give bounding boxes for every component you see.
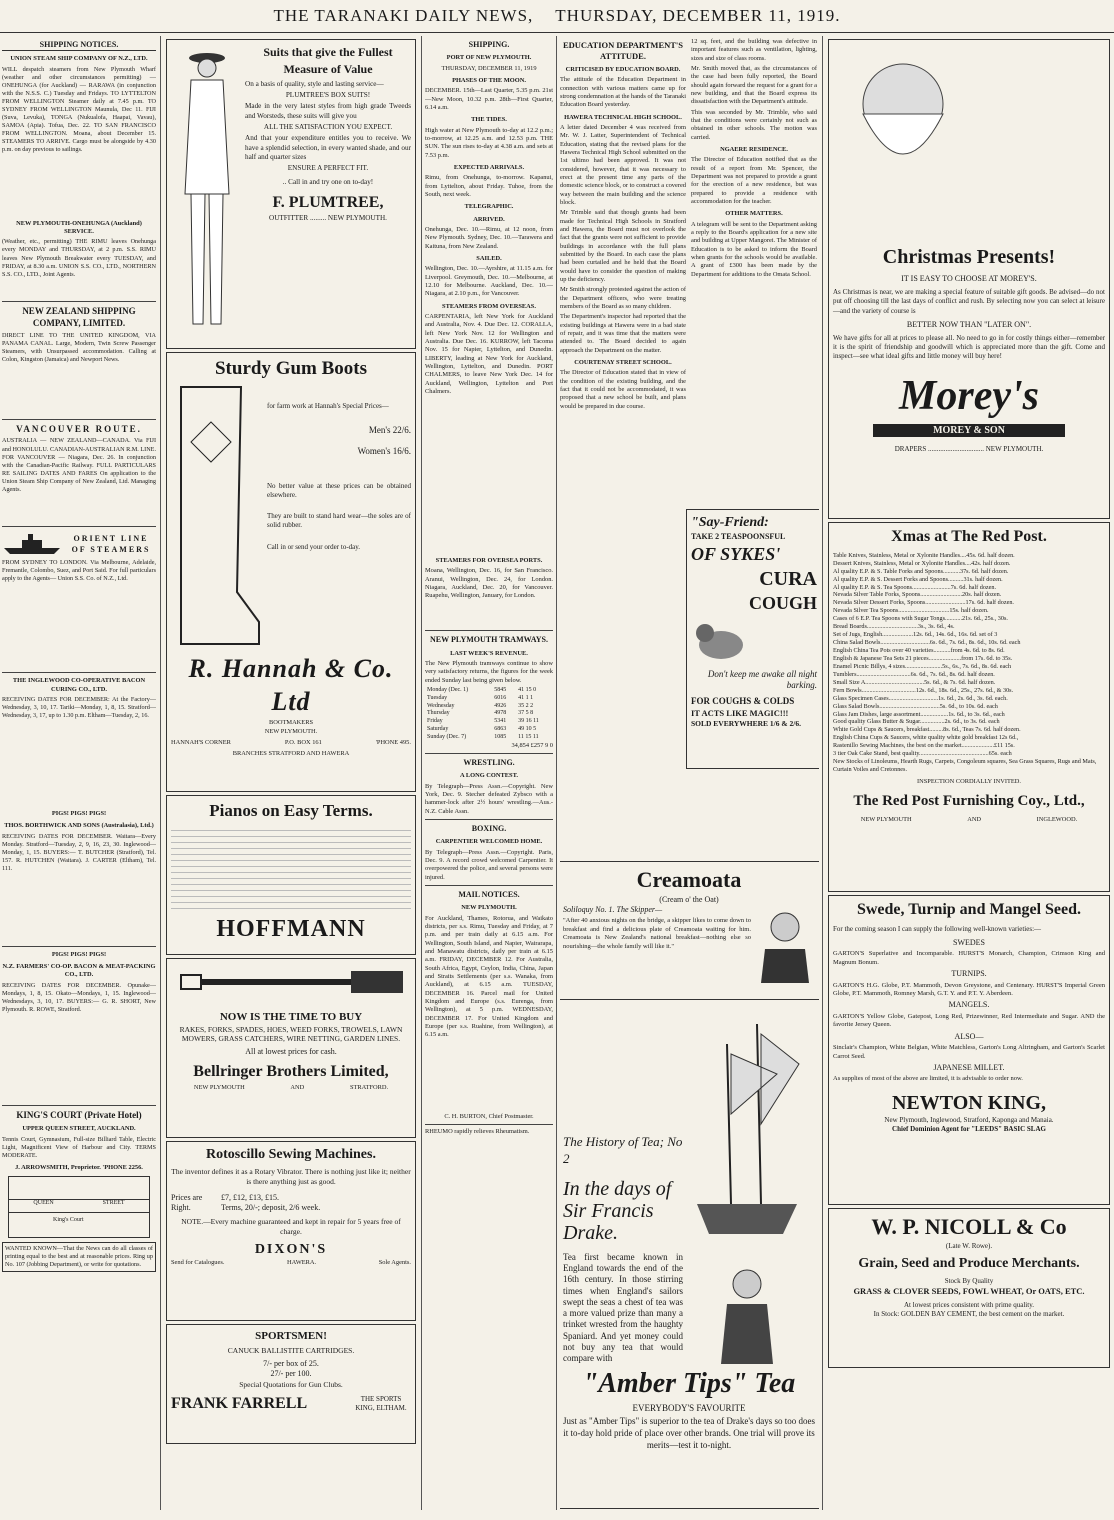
section-heading: SHIPPING. — [468, 40, 510, 49]
column-advertisements — [164, 36, 418, 1510]
article-text: Moana, Wellington, Dec. 16, for San Francisco. Aranui, Wellington, Dec. 24, for London. Niagara, Auckland, Dec. 20, for Vancouver. Ruapehu, Wellington, January, for London. — [425, 567, 553, 600]
section-heading: BOXING. — [471, 823, 507, 833]
newspaper-title: THE TARANAKI DAILY NEWS, — [273, 6, 534, 25]
ad-text: CANUCK BALLISTITE CARTRIDGES. — [227, 1346, 355, 1356]
ad-text: NOTE.—Every machine guaranteed and kept in repair for 5 years free of charge. — [181, 1217, 401, 1237]
ad-headline: In the days of Sir Francis Drake. — [563, 1177, 672, 1244]
column-shipping-news — [425, 36, 553, 1510]
ad-text: GARTON'S H.G. Globe, P.T. Mammoth, Devon Greystone, and Centenary. HURST'S Imperial Green Globe, P.T. Mammoth, Romney Marsh, G.T. Y. and P.T. Y. Aberdeen. — [833, 981, 1105, 997]
article-text: Rimu, from Onehunga, to-morrow. Kapanui, from Lyttelton, about Friday. Tuhoe, from the South, next week. — [425, 174, 553, 198]
ad-brand: OF SYKES' — [691, 543, 781, 564]
ad-headline: Christmas Presents! — [882, 246, 1056, 268]
table-row: Wednesday 4926 35 2 2 — [427, 702, 534, 709]
ad-headline: Sturdy Gum Boots — [214, 358, 368, 379]
ad-highlight: ALL THE SATISFACTION YOU EXPECT. — [263, 123, 393, 132]
ad-text: DIRECT LINE TO THE UNITED KINGDOM, VIA PANAMA CANAL. Large, Modern, Twin Screw Passenger Steamers, with Unsurpassed accommodation. Calling at Colon, Kingston (Jamaica) and Newport News. — [2, 331, 156, 363]
ad-text: BRANCHES STRATFORD AND HAWERA — [232, 750, 350, 758]
ad-text: We have gifts for all at prices to please all. No need to go in for costly things either—remember it is the spirit of friendship and goodwill which is appreciated more than the gift. Come and inspect—see what ideal gifts and little money will buy here! — [833, 334, 1105, 361]
article-text: By Telegraph—Press Assn.—Copyright. New York, Dec. 9. Stecher defeated Zybsco with a hammer-lock after 2½ hours' wrestling.—Aus.-N.Z. Cable Assn. — [425, 782, 553, 815]
moreys-logo: Morey's — [899, 373, 1039, 420]
table-row: Saturday 6863 49 10 5 — [427, 725, 537, 732]
ad-text: THE SPORTS KING, ELTHAM. — [355, 1394, 407, 1412]
ad-location: HAWERA. — [286, 1259, 317, 1267]
article-text: By Telegraph—Press Assn.—Copyright. Paris, Dec. 9. A record crowd welcomed Carpentier. It overpowered the police, and several persons were injured. — [425, 848, 553, 881]
dixons-sewing-ad — [166, 1141, 416, 1321]
drake-ship-illustration — [687, 1004, 807, 1364]
ad-terms: Terms, 20/-; deposit, 2/6 week. — [221, 1203, 321, 1213]
article-text: Onehunga, Dec. 10.—Rimu, at 12 noon, from New Plymouth. Sydney, Dec. 10.—Tarawera and Kaituna, from New Zealand. — [425, 225, 553, 250]
article-text: Mr. Smith moved that, as the circumstances of the case had been fully reported, the Board should again forward the request for a grant for a new building, and that the Board express its dissatisfaction with the Department's attitude. — [691, 64, 817, 106]
column-rule — [421, 36, 422, 1510]
price-list — [833, 552, 1105, 774]
list-item: English China Tea Pots over 40 varieties...........from 4s. 6d. to 8s. 6d. — [833, 647, 1005, 655]
list-item: Tumblers...................................6s. 6d., 7s. 6d., 8s. 6d. half dozen. — [833, 670, 995, 678]
article-text: A telegram will be sent to the Department asking a reply to the Board's application for a new site and building at Upper Mangorei. The Minister of Education is to be asked to inform the Board when grants for the schools would be available. A grant of £300 has been made by the Department for additions to the Omata School. — [691, 220, 817, 278]
ad-text: For the coming season I can supply the following well-known varieties:— — [833, 924, 1042, 933]
map-label: King's Court — [53, 1217, 84, 1224]
ad-text: In Stock: GOLDEN BAY CEMENT, the best cement on the market. — [873, 1310, 1065, 1319]
article-text: This was seconded by Mr. Trimble, who said that the conditions were certainly not such as obtained in other schools. The motion was carried. — [691, 108, 817, 141]
ad-text: P.O. BOX 161 — [284, 738, 322, 746]
ad-text: (Late W. Rowe). — [945, 1241, 993, 1250]
ad-headline: Xmas at The Red Post. — [891, 528, 1047, 545]
ad-text: As Christmas is near, we are making a special feature of suitable gift goods. Be advised—do not put off choosing till the last days of conflict and rush. By selecting now you can select at leisure—and the variety of course is — [833, 288, 1105, 315]
ad-title: NEW ZEALAND SHIPPING COMPANY, LIMITED. — [22, 306, 136, 329]
steamer-icon — [2, 532, 62, 556]
ad-text: Stock By Quality — [944, 1276, 994, 1285]
pigs-heading: PIGS! PIGS! PIGS! — [51, 809, 107, 817]
price-mens: Men's 22/6. — [368, 424, 411, 435]
seed-heading: TURNIPS. — [951, 969, 987, 979]
ad-text: Just as "Amber Tips" is superior to the tea of Drake's days so too does it to-day hold pride of place over other brands. One trial will prove its merits—test it to-night. — [563, 1416, 815, 1450]
list-item: English & Japanese Tea Sets 21 pieces.....................from 17s. 6d. to 35s. — [833, 654, 1013, 662]
article-text: The attitude of the Education Department in connection with various matters came up for strong condemnation at the hands of the Taranaki Education Board yesterday. — [560, 76, 686, 109]
subheading: STEAMERS FOR OVERSEA PORTS. — [435, 556, 543, 564]
newton-king-ad — [828, 895, 1110, 1205]
ad-text: Sole Agents. — [378, 1259, 411, 1267]
rheumo-ad: RHEUMO rapidly relieves Rheumatism. — [425, 1127, 530, 1135]
ad-signature: J. ARROWSMITH, Proprietor. 'PHONE 2256. — [15, 1163, 143, 1171]
ad-headline: Grain, Seed and Produce Merchants. — [858, 1255, 1080, 1271]
table-row: Monday (Dec. 1) 5845 41 15 0 — [427, 686, 537, 693]
ad-text: SOLD EVERYWHERE 1/6 & 2/6. — [691, 718, 801, 728]
subheading: COURTENAY STREET SCHOOL. — [574, 358, 672, 366]
ad-location: OUTFITTER ......... NEW PLYMOUTH. — [269, 213, 387, 222]
ad-text: 7/- per box of 25. — [263, 1359, 319, 1369]
ad-title: NEW PLYMOUTH-ONEHUNGA (Auckland) SERVICE. — [16, 219, 142, 236]
ad-location: NEW PLYMOUTH — [860, 815, 912, 823]
gumboot-illustration — [171, 382, 261, 652]
ad-brand: The Red Post Furnishing Coy., Ltd., — [853, 793, 1085, 810]
price-table — [171, 825, 411, 911]
list-item: 3 tier Oak Cake Stand, best quality.............................................65s. each — [833, 750, 1012, 758]
amber-tips-tea-ad — [560, 999, 819, 1509]
section-heading: WRESTLING. — [463, 757, 515, 767]
table-row: Sunday (Dec. 7) 1085 11 15 11 — [427, 733, 539, 740]
ad-brand: "Amber Tips" Tea — [582, 1368, 796, 1400]
ad-location: New Plymouth, Inglewood, Stratford, Kaponga and Manaia. — [884, 1115, 1054, 1124]
list-item: China Salad Bowls................................6s. 6d., 7s. 6d., 8s. 6d., 10s. 6d. each — [833, 639, 1021, 647]
column-education-news — [560, 36, 819, 1510]
dog-illustration — [691, 615, 751, 665]
article-text: CARPENTARIA, left New York for Auckland and Australia, Nov. 4. Due Dec. 12. CORALLA, left New York Nov. 12 for Wellington and Australia. Due Dec. 16. KURROW, left Tacoma Nov. 15 for Napier, Lyttelton, and Dunedin. LIBERTY, leading at New York for Auckland, Wellington, Lyttelton, and Dunedin. PORT CHALMERS, to leave New York Dec. 14 for Auckland, Wellington, Lyttelton and Port Chalmers. — [425, 312, 553, 395]
article-text: Wellington, Dec. 10.—Ayrshire, at 11.15 a.m. for Liverpool. Greymouth, Dec. 10.—Melbourne, at 12.10 for Melbourne. Auckland, Dec. 10.—Niagara, at 2.10 p.m., for Vancouver. — [425, 265, 553, 298]
ad-text: IT ACTS LIKE MAGIC!!! — [691, 707, 789, 718]
ad-title: UNION STEAM SHIP COMPANY OF N.Z., LTD. — [10, 55, 148, 63]
ad-prices: £7, £12, £13, £15. — [221, 1192, 279, 1202]
list-item: Nevada Silver Tea Spoons.................................15s. half dozen. — [833, 607, 989, 615]
bellringer-ad — [166, 958, 416, 1138]
list-item: Rastenillo Sewing Machines, the best on the market.....................£11 15s. — [833, 742, 1015, 750]
signature: C. H. BURTON, Chief Postmaster. — [444, 1112, 534, 1120]
ad-text: BETTER NOW THAN "LATER ON". — [906, 319, 1032, 329]
ad-text: IT IS EASY TO CHOOSE AT MOREY'S. — [901, 274, 1037, 283]
article-text: DECEMBER. 15th—Last Quarter, 5.35 p.m. 21st—New Moon, 10.32 p.m. 28th—First Quarter, 6.14 a.m. — [425, 87, 553, 112]
section-heading: MAIL NOTICES. — [458, 889, 520, 899]
hannah-gumboots-ad — [166, 352, 416, 792]
ad-text: All at lowest prices for cash. — [245, 1047, 337, 1057]
article-text: High water at New Plymouth to-day at 12.2 p.m.; to-morrow, at 12.25 a.m. and 12.53 p.m. THE SUN. The sun rises to-day at 4.38 a.m. and sets at 7.53 p.m. — [425, 126, 553, 159]
table-row: Friday 5341 39 16 11 — [427, 718, 539, 725]
subheading: A LONG CONTEST. — [460, 772, 518, 780]
ad-headline: Rotoscillo Sewing Machines. — [206, 1147, 376, 1162]
sykes-cura-cough-ad — [686, 509, 819, 769]
article-text: The Director of Education stated that in view of the condition of the existing building, and the fact that it could not be accommodated, it was proposed that a new school be built, and plans would be prepared in due course. — [560, 369, 686, 410]
ad-text: They are built to stand hard wear—the soles are of solid rubber. — [267, 512, 411, 530]
ad-brand: HOFFMANN — [216, 916, 366, 943]
ad-text: Prices are Right. — [171, 1192, 203, 1213]
table-total: 34,854 £257 9 0 — [511, 741, 553, 749]
list-item: Dessert Knives, Stainless, Metal or Xylonite Handles....42s. half dozen. — [833, 559, 1011, 567]
farrell-sports-ad — [166, 1324, 416, 1444]
article-headline: EDUCATION DEPARTMENT'S ATTITUDE. — [562, 40, 684, 62]
ad-location: NEW PLYMOUTH. — [264, 727, 318, 735]
ad-text: for farm work at Hannah's Special Prices— — [267, 401, 389, 410]
table-row: Tuesday 6016 41 1 1 — [427, 694, 534, 701]
moreys-ad — [828, 39, 1110, 519]
tram-revenue-table — [425, 687, 553, 742]
ad-text: The inventor defines it as a Rotary Vibrator. There is nothing just like it; neither is there anything just as good. — [171, 1167, 411, 1186]
ad-text: FOR COUGHS & COLDS — [691, 696, 795, 707]
list-item: Cases of 6 E.P. Tea Spoons with Sugar Tongs...........21s. 6d., 25s., 30s. — [833, 615, 1008, 623]
ad-headline: NOW IS THE TIME TO BUY — [219, 1011, 363, 1024]
ad-brand: W. P. NICOLL & Co — [871, 1214, 1067, 1239]
article-text: A letter dated December 4 was received from Mr. W. J. Latter, Superintendent of Technical Education, stating that the revised plans for the Hawera Technical High School submitted on the 1st ultimo had been approved. It was not considered, however, that it was necessary to erect at the present time any parts of the domestic science block, or to construct a covered way between the main building and the science block. — [560, 124, 686, 207]
list-item: Good quality Glass Butter & Sugar................2s. 6d., to 3s. 6d. each — [833, 718, 1000, 726]
subheading: PHASES OF THE MOON. — [452, 77, 526, 85]
seed-heading: ALSO— — [954, 1031, 984, 1041]
list-item: Small Size A......................................5s. 6d., & 7s. 6d. half dozen. — [833, 678, 996, 686]
ad-text: TAKE 2 TEASPOONSFUL — [691, 532, 786, 542]
santa-illustration — [843, 44, 963, 194]
ad-text: Call in or send your order to-day. — [267, 542, 361, 551]
ad-text: RAKES, FORKS, SPADES, HOES, WEED FORKS, TROWELS, LAWN MOWERS, GRASS CATCHERS, WIRE NETTING, GARDEN LINES. — [179, 1024, 403, 1044]
subheading: STEAMERS FROM OVERSEAS. — [442, 302, 536, 310]
ad-highlight: ENSURE A PERFECT FIT. — [287, 164, 369, 173]
ad-speech: Don't keep me awake all night barking. — [707, 668, 817, 691]
ad-headline: Suits that give the Fullest Measure of Value — [263, 45, 393, 76]
ad-title: THE INGLEWOOD CO-OPERATIVE BACON CURING CO., LTD. — [12, 677, 146, 693]
subheading: TELEGRAPHIC. — [464, 203, 514, 211]
price-womens: Women's 16/6. — [357, 446, 411, 457]
ad-text: Sinclair's Champion, White Belgian, White Matchless, Garton's Long Altringham, and Garton's Scarlet Carrot Seed. — [833, 1044, 1105, 1060]
list-item: New Stocks of Linoleums, Hearth Rugs, Carpets, Congoleum squares, Sea Grass Squares, Rugs and Mats, Curtain Voiles and Cretonnes. — [833, 758, 1097, 774]
list-item: Glass Jam Dishes, large assortment..................1s. 6d., to 3s. 6d., each — [833, 710, 1005, 718]
list-item: Set of Jugs, English....................12s. 6d., 14s. 6d., 16s. 6d. set of 3 — [833, 631, 998, 639]
red-post-ad — [828, 522, 1110, 892]
subheading: NGAERE RESIDENCE. — [720, 145, 788, 153]
section-heading: SHIPPING NOTICES. — [2, 40, 156, 51]
creamoata-ad — [560, 861, 819, 1001]
ad-text: RECEIVING DATES FOR DECEMBER. Waitara—Every Monday. Stratford—Tuesday, 2, 9, 16, 23, 30. Inglewood—Monday, 1, 15. BUYERS:— T. BUTCHER (Stratford), Tel. 157. R. HUTCHEN (Waitara). J. CARTER (Eltham), Tel. 111. — [2, 832, 156, 872]
ad-text: FROM SYDNEY TO LONDON. Via Melbourne, Adelaide, Fremantle, Colombo, Suez, and Port Said. For full particulars apply to the Agents— Union S.S. Co. of N.Z., Ltd. — [2, 559, 156, 583]
ad-text: GRASS & CLOVER SEEDS, FOWL WHEAT, Or OATS, ETC. — [853, 1285, 1085, 1296]
subheading: PORT OF NEW PLYMOUTH. — [446, 54, 532, 62]
ad-brand: CURA — [759, 567, 817, 590]
subheading: HAWERA TECHNICAL HIGH SCHOOL. — [564, 113, 682, 121]
issue-date: THURSDAY, DECEMBER 11, 1919. — [555, 6, 841, 25]
list-item: Glass Specimen Cases................................1s. 6d., 2s. 6d., 3s. 6d. each. — [833, 694, 1008, 702]
pigs-heading: PIGS! PIGS! PIGS! — [51, 950, 107, 958]
article-text: 12 sq. feet, and the building was defective in important features such as ventilation, lighting, sizes and size of class rooms. — [691, 38, 817, 62]
ad-brand: FRANK FARRELL — [171, 1394, 308, 1412]
article-text: For Auckland, Thames, Rotorua, and Waikato districts, per s.s. Rimu, Tuesday and Friday, at 7 p.m. and per train daily at 6.15 a.m. For Wellington, South Island, and Napier, Wairarapa, and Manawatu districts, daily per train at 6.15 a.m. FRIDAY, DECEMBER 12. For Australia, South Africa, Egypt, Ceylon, India, China, Japan and Straits Settlements (per s.s. Wanaka, from Auckland), at 6.15 a.m. TUESDAY, DECEMBER 16. Parcel mail for United Kingdom and Europe (s.s. Eurenga, from Wellington), at 5 p.m. WEDNESDAY, DECEMBER 17. For United Kingdom and Europe (per s.s. Ruahine, from Wellington), at 6.15 a.m. — [425, 914, 553, 1039]
ad-text: Chief Dominion Agent for "LEEDS" BASIC SLAG — [892, 1124, 1046, 1133]
column-rule — [160, 36, 161, 1510]
subheading: CRITICISED BY EDUCATION BOARD. — [565, 66, 681, 74]
ad-subtitle: UPPER QUEEN STREET, AUCKLAND. — [22, 1125, 136, 1133]
list-item: Al quality E.P. & S. Dessert Forks and Spoons..........31s. half dozen. — [833, 575, 1003, 583]
ad-brand: COUGH — [748, 592, 817, 613]
ad-text: The History of Tea; No 2 — [563, 1134, 683, 1166]
masthead — [0, 0, 1114, 33]
ad-location: NEW PLYMOUTH — [193, 1084, 245, 1092]
nicoll-ad — [828, 1208, 1110, 1368]
ad-brand: F. PLUMTREE, — [272, 194, 384, 212]
street-map — [8, 1176, 150, 1238]
seed-heading: MANGELS. — [948, 1000, 990, 1010]
subheading: NEW PLYMOUTH. — [461, 904, 517, 912]
list-item: Al quality E.P. & S. Table Forks and Spoons...........37s. 6d. half dozen. — [833, 567, 1009, 575]
ad-text: 'PHONE 495. — [375, 738, 411, 746]
article-text: The New Plymouth tramways continue to show very satisfactory returns, the figures for the week ended Sunday last being given below. — [425, 659, 553, 684]
ad-text: Soliloquy No. 1. The Skipper— — [563, 904, 663, 914]
column-rule — [556, 36, 557, 1510]
wanted-notice: WANTED KNOWN—That the News can do all classes of printing equal to the best and at reasonable prices. Ring up No. 107 (Jobbing Department), or write for quotations. — [2, 1242, 156, 1272]
subheading: LAST WEEK'S REVENUE. — [450, 649, 528, 657]
list-item: Bread Boards.................................3s., 3s. 6d., 4s. — [833, 623, 955, 631]
ad-text: No better value at these prices can be obtained elsewhere. — [267, 482, 411, 500]
ad-text: (Weather, etc., permitting) THE RIMU leaves Onehunga every MONDAY and THURSDAY, at 2 p.m. S.S. RIMU leaves New Plymouth Breakwater every TUESDAY, and FRIDAY, at 8.30 a.m. UNION S.S. CO., LTD., NORTHERN S.S. CO., LTD., Joint Agents. — [2, 238, 156, 278]
dateline: THURSDAY, DECEMBER 11, 1919 — [441, 64, 537, 72]
ad-text: Special Quotations for Gun Clubs. — [239, 1379, 343, 1389]
ad-text: HANNAH'S CORNER — [171, 738, 231, 746]
ad-highlight: PLUMTREE'S BOX SUITS! — [285, 90, 371, 99]
subheading: EXPECTED ARRIVALS. — [453, 164, 525, 171]
ad-text: On a basis of quality, style and lasting service— — [245, 79, 384, 88]
article-text: Mr Smith strongly protested against the action of the Department officers, who were treating members of the Board as so many children. — [560, 286, 686, 310]
ad-brand: NEWTON KING, — [891, 1091, 1047, 1114]
man-figure-illustration — [171, 44, 241, 334]
ad-brand: Creamoata — [636, 867, 742, 892]
ad-text: And that your expenditure entitles you to receive. We have a splendid selection, in every wanted shade, and our half and quarter sizes — [245, 134, 411, 162]
ad-brand: Bellringer Brothers Limited, — [193, 1062, 389, 1080]
ad-text: (Cream o' the Oat) — [659, 894, 719, 904]
ad-location: STRATFORD. — [349, 1084, 389, 1092]
column-shipping-notices — [2, 36, 156, 1510]
ad-text: As supplies of most of the above are limited, it is advisable to order now. — [833, 1075, 1023, 1083]
ad-text: INSPECTION CORDIALLY INVITED. — [916, 778, 1022, 786]
list-item: Al quality E.P. & S. Tea Spoons.........................7s. 6d. half dozen. — [833, 583, 997, 591]
article-text: Mr Trimble said that though grants had been made for Technical High Schools in Stratford and Hawera, the Board must not overlook the fact that the grants were not sufficient to provide buildings in accordance with the full plans submitted by the Board. In each case the plans had been curtailed and he held that the Board would have to consider the question of making up the deficiency. — [560, 209, 686, 283]
ad-text: .. Call in and try one on to-day! — [282, 177, 374, 186]
ad-text: AND — [290, 1084, 305, 1092]
subheading: THE TIDES. — [471, 116, 507, 124]
ad-text: BOOTMAKERS — [268, 719, 314, 727]
article-text: The Department's inspector had reported that the existing buildings at Hawera were in a bad state of repair, and it was time that the matters were attended to. The Board decided to again approach the Department on the matter. — [560, 313, 686, 354]
ad-text: "After 40 anxious nights on the bridge, a skipper likes to come down to breakfast and find a delicious plate of Creamoata waiting for him. Creamoata is New Zealand's national breakfast—nothing else so nourishing—the whole family will like it." — [563, 917, 751, 950]
list-item: Fern Bowls...................................12s. 6d., 18s. 6d., 25s., 27s. 6d., & 30s. — [833, 686, 1014, 694]
ad-text: WILL despatch steamers from New Plymouth Wharf (weather and other circumstances permitting) — ONEHUNGA (for Auckland) — RARAWA (in conjunction with the N.S.S. C.) Tuesday and Fridays. TO LYTTELTON FROM WELLINGTON Steamer daily at 7.45 p.m. TO SYDNEY FROM WELLINGTON Maunula, Dec 11. FIJI (Suva, Levuka), TONGA (Nukualofa, Haapai, Vavau), SAMOA (Apia). Tofua, Dec. 22. TO SAN FRANCISCO FROM WELLINGTON. Moana, about December 15. STEAMERS TO ARRIVE. Cargo must be alongside by 4.30 p.m. on day previous to sailings. — [2, 65, 156, 154]
list-item: Table Knives, Stainless, Metal or Xylonite Handles....45s. 6d. half dozen. — [833, 551, 1015, 559]
column-advertisements-right — [826, 36, 1112, 1510]
seed-heading: SWEDES — [953, 937, 985, 947]
map-label: STREET — [102, 1200, 125, 1207]
spade-illustration — [171, 963, 411, 1007]
ad-headline: Swede, Turnip and Mangel Seed. — [856, 901, 1082, 918]
subheading: SAILED. — [476, 254, 502, 262]
plumtree-ad — [166, 39, 416, 349]
ad-title: ORIENT LINE OF STEAMERS — [71, 534, 151, 554]
table-row: Thursday 4978 37 5 8 — [427, 710, 534, 717]
ad-location: DRAPERS ................................ NEW PLYMOUTH. — [894, 444, 1044, 453]
subheading: ARRIVED. — [473, 215, 505, 223]
ad-text: AND — [967, 815, 982, 823]
article-text: The Director of Education notified that as the result of a report from Mr. Spencer, the Department was not prepared to provide a grant for the erection of a new residence, but was prepared to provide a residence with accommodation for the teacher. — [691, 156, 817, 205]
skipper-illustration — [755, 905, 815, 985]
ad-text: "Say-Friend: — [691, 515, 769, 530]
ad-text: AUSTRALIA — NEW ZEALAND—CANADA. Via FIJI and HONOLULU. CANADIAN-AUSTRALIAN R.M. LINE. FOR VANCOUVER — Niagara, Dec. 26. In conjunction with the Canadian-Pacific Railway. FULL PARTICULARS RE SAILING DATES AND FARES On application to the Union Steam Ship Company of New Zealand, Ltd. Managing Agents. — [2, 437, 156, 493]
ad-headline: Pianos on Easy Terms. — [209, 801, 373, 820]
list-item: Glass Salad Bowls.......................................5s. 6d., to 10s. 6d. each — [833, 702, 998, 710]
ad-text: Made in the very latest styles from high grade Tweeds and Worsteds, these suits will give you — [245, 102, 411, 120]
ad-text: Send for Catalogues. — [171, 1259, 225, 1267]
ad-title: VANCOUVER ROUTE. — [16, 423, 142, 434]
ad-text: RECEIVING DATES FOR DECEMBER: At the Factory—Wednesday, 3, 10, 17. Tariki—Monday, 1, 8, 15. Stratford—Wednesday, 3, 17, up to 1.30 p.m. Eltham—Tuesday, 2, 16. — [2, 695, 156, 719]
ad-brand: DIXON'S — [254, 1241, 328, 1257]
ad-title: KING'S COURT (Private Hotel) — [16, 1109, 142, 1120]
list-item: Nevada Silver Dessert Forks, Spoons..........................17s. 6d. half dozen. — [833, 599, 1014, 607]
list-item: Nevada Silver Table Forks, Spoons...........................20s. half dozen. — [833, 591, 1002, 599]
list-item: Enamel Picnic Billys, 4 sizes........................5s., 6s., 7s. 6d., 8s. 6d. each — [833, 662, 1012, 670]
hannah-logo: R. Hannah & Co. Ltd — [188, 653, 394, 717]
ad-text: EVERYBODY'S FAVOURITE — [632, 1402, 746, 1413]
ad-text: Tea first became known in England towards the end of the 16th century. In those stirring times when England's sailors swept the seas a chest of tea was a more valued prize than many a trinket wrested from the haughty Spaniard. And yet money could not buy any tea that would compare with — [563, 1251, 683, 1364]
list-item: White Gold Cups & Saucers, breakfast.........8s. 6d., Teas 7s. 6d. half dozen. — [833, 726, 1021, 734]
subheading: CARPENTIER WELCOMED HOME. — [435, 838, 543, 846]
subheading: OTHER MATTERS. — [725, 210, 783, 218]
ad-text: GARTON'S Yellow Globe, Gatepost, Long Red, Prizewinner, Red Intermediate and Sugar. AND the favorite Jersey Queen. — [833, 1012, 1105, 1029]
ad-location: INGLEWOOD. — [1036, 815, 1078, 823]
ad-title: N.Z. FARMERS' CO-OP. BACON & MEAT-PACKING CO., LTD. — [2, 962, 156, 979]
ad-text: 27/- per 100. — [270, 1369, 312, 1379]
ad-text: GARTON'S Superlative and Incomparable. HURST'S Monarch, Champion, Crimson King and Magnum Bonum. — [833, 950, 1105, 966]
ad-text: RECEIVING DATES FOR DECEMBER. Opunake—Mondays, 1, 8, 15. Okato—Mondays, 1, 15. Inglewood—Wednesdays, 3, 10, 17. BUYERS:— G. R. SHORT, New Plymouth. R. ROWE, Stratford. — [2, 981, 156, 1013]
column-rule — [822, 36, 823, 1510]
ad-text: Tennis Court, Gymnasium, Full-size Billiard Table, Electric Light, Magnificent View of Harbour and City. TERMS MODERATE. — [2, 1135, 156, 1159]
ad-brand: MOREY & SON — [873, 424, 1065, 437]
section-heading: NEW PLYMOUTH TRAMWAYS. — [429, 635, 549, 645]
ad-headline: SPORTSMEN! — [255, 1330, 327, 1342]
map-label: QUEEN — [33, 1200, 54, 1207]
seed-heading: JAPANESE MILLET. — [933, 1062, 1005, 1072]
ad-title: THOS. BORTHWICK AND SONS (Australasia), Ltd.) — [4, 822, 154, 830]
pianos-ad — [166, 795, 416, 955]
ad-text: At lowest prices consistent with prime quality. — [904, 1301, 1034, 1310]
list-item: English China Cups & Saucers, white quality white gold breakfast 12s 6d., — [833, 734, 1019, 742]
